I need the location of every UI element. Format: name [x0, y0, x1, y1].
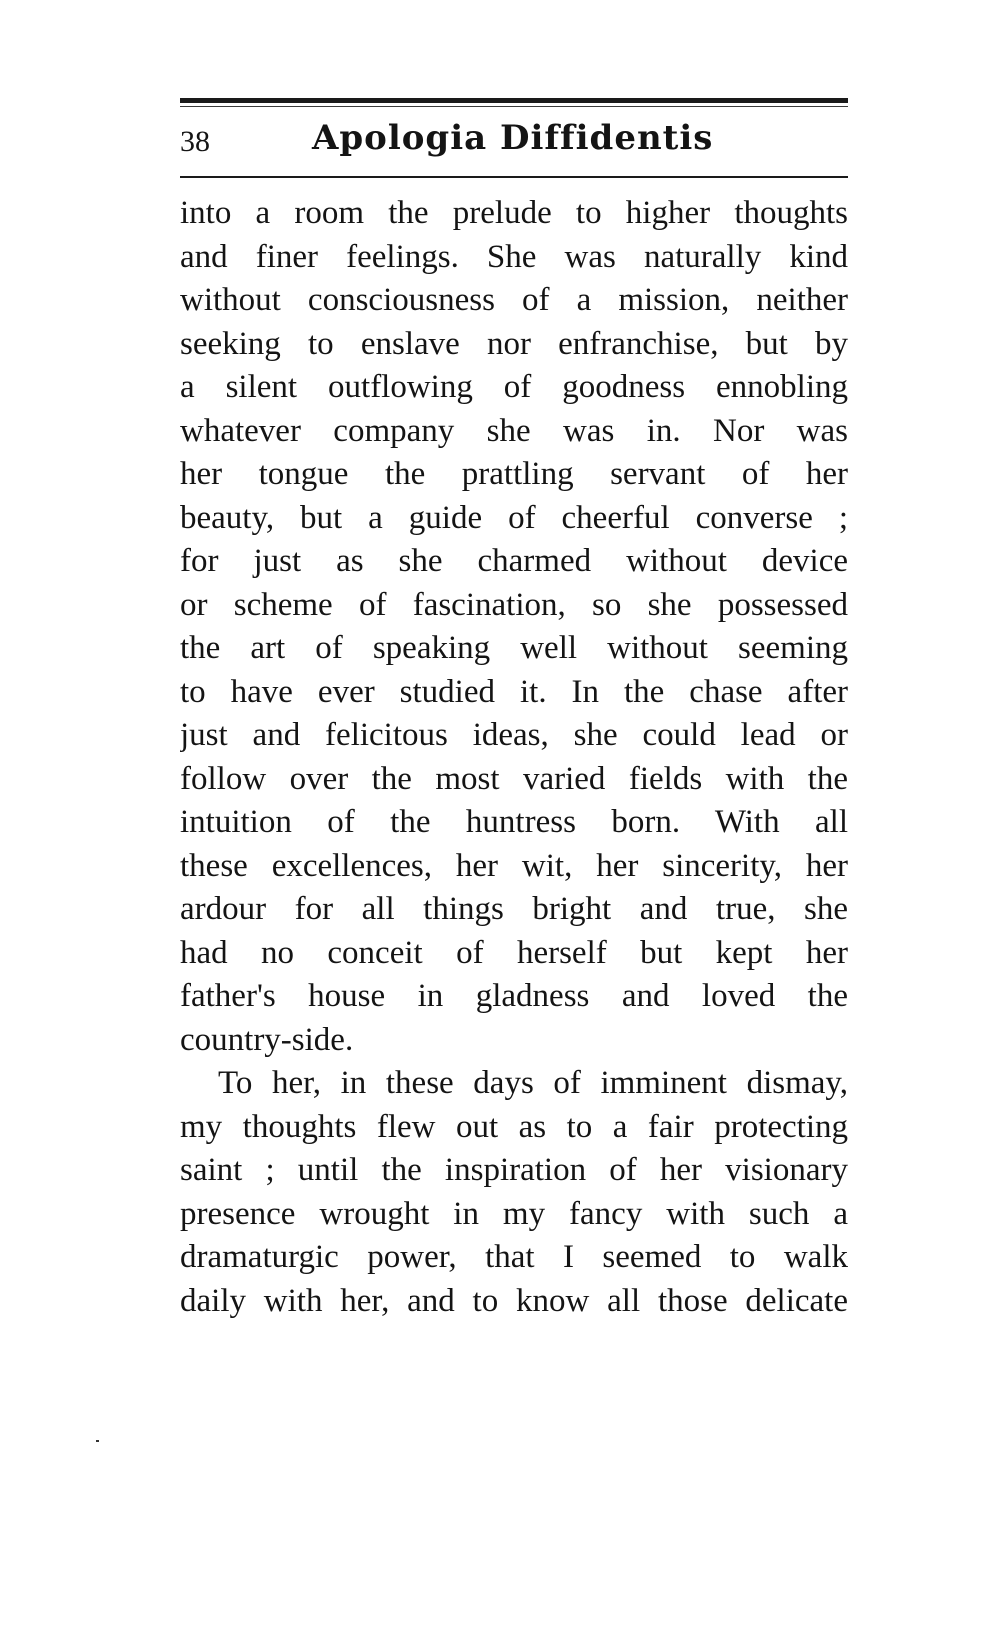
text-line: her tongue the prattling servant of her	[180, 456, 848, 492]
text-line: father's house in gladness and loved the	[180, 978, 848, 1014]
text-line: dramaturgic power, that I seemed to walk	[180, 1239, 848, 1275]
paragraph-2	[180, 1062, 848, 1323]
top-rule-thick	[180, 98, 848, 103]
text-line: for just as she charmed without device	[180, 543, 848, 579]
text-line: intuition of the huntress born. With all	[180, 804, 848, 840]
text-line: and finer feelings. She was naturally kind	[180, 238, 848, 275]
text-line: or scheme of fascination, so she possessed	[180, 586, 848, 623]
text-line: to have ever studied it. In the chase after	[180, 673, 848, 710]
text-line: had no conceit of herself but kept her	[180, 934, 848, 971]
text-line: a silent outflowing of goodness ennobling	[180, 369, 848, 405]
print-speck	[96, 1440, 99, 1442]
running-title: Apologia Diffidentis	[312, 118, 714, 158]
paragraph-1	[180, 192, 848, 1062]
text-line: into a room the prelude to higher thoughts	[180, 195, 848, 231]
text-line: without consciousness of a mission, neither	[180, 282, 848, 318]
top-rule-thin	[180, 106, 848, 107]
text-line: country-side.	[180, 1021, 354, 1058]
header-rule	[180, 176, 848, 178]
text-line: the art of speaking well without seeming	[180, 630, 848, 666]
text-line: presence wrought in my fancy with such a	[180, 1195, 848, 1232]
text-line: just and felicitous ideas, she could lead or	[180, 717, 848, 753]
text-line: daily with her, and to know all those delicate	[180, 1282, 848, 1319]
text-line: whatever company she was in. Nor was	[180, 412, 848, 449]
text-line: saint ; until the inspiration of her visionary	[180, 1152, 848, 1188]
text-line: seeking to enslave nor enfranchise, but by	[180, 325, 848, 362]
text-line: follow over the most varied fields with the	[180, 760, 848, 797]
text-line: beauty, but a guide of cheerful converse ;	[180, 499, 848, 536]
body-text	[180, 192, 848, 1323]
text-line: To her, in these days of imminent dismay,	[218, 1065, 848, 1101]
text-line: ardour for all things bright and true, she	[180, 891, 848, 927]
running-head	[180, 116, 848, 166]
text-line: my thoughts flew out as to a fair protecting	[180, 1108, 848, 1145]
text-line: these excellences, her wit, her sincerity, her	[180, 847, 848, 884]
page-number: 38	[180, 125, 210, 158]
